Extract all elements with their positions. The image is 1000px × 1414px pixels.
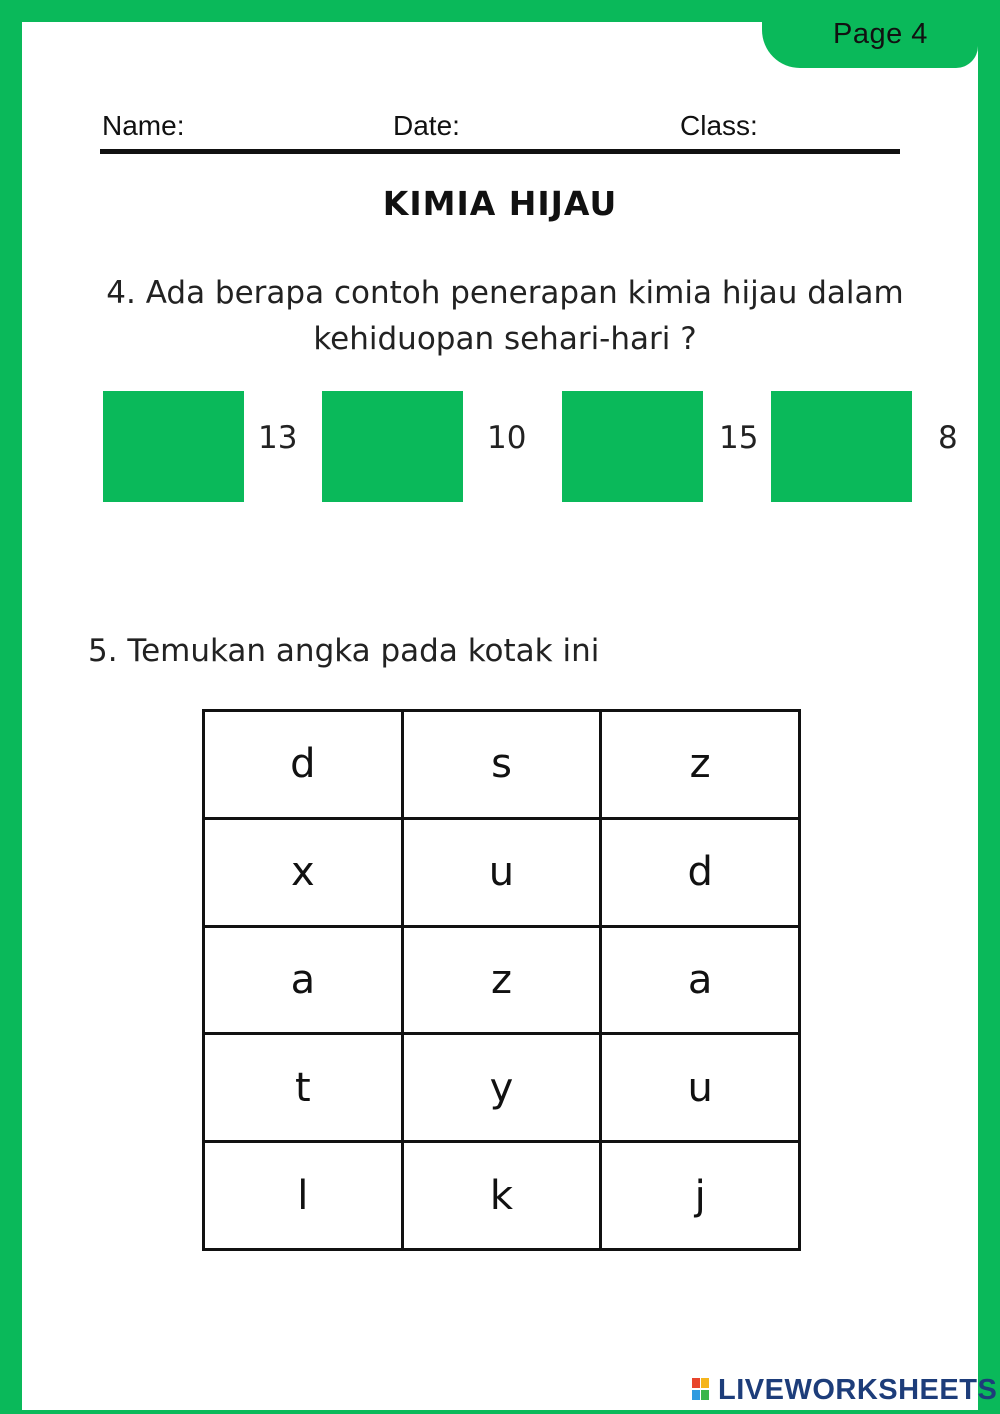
grid-cell[interactable]: z: [402, 926, 601, 1034]
answer-checkbox-4[interactable]: [771, 391, 912, 502]
answer-option-4: 8: [938, 420, 958, 456]
liveworksheets-logo-text: LIVEWORKSHEETS: [718, 1374, 998, 1406]
answer-checkbox-2[interactable]: [322, 391, 463, 502]
question-4-line-2: kehiduopan sehari-hari ?: [313, 321, 697, 357]
page-number-label: Page 4: [833, 18, 928, 50]
answer-option-2: 10: [487, 420, 527, 456]
grid-row: [204, 926, 800, 1034]
grid-cell[interactable]: u: [601, 1034, 800, 1142]
grid-row: [204, 818, 800, 926]
name-label: Name:: [102, 110, 185, 141]
grid-row: [204, 1034, 800, 1142]
grid-cell[interactable]: z: [601, 711, 800, 819]
question-4: [60, 270, 950, 362]
green-border-bottom: [0, 1410, 1000, 1414]
grid-cell[interactable]: a: [601, 926, 800, 1034]
grid-cell[interactable]: d: [204, 711, 403, 819]
question-4-line-1: 4. Ada berapa contoh penerapan kimia hijau dalam: [106, 275, 904, 311]
liveworksheets-logo-icon: [692, 1378, 714, 1402]
letter-grid: [202, 709, 801, 1251]
grid-cell[interactable]: l: [204, 1142, 403, 1250]
header-divider: [100, 149, 900, 154]
grid-cell[interactable]: s: [402, 711, 601, 819]
answer-option-1: 13: [258, 420, 298, 456]
date-label: Date:: [393, 110, 460, 141]
grid-cell[interactable]: a: [204, 926, 403, 1034]
grid-cell[interactable]: y: [402, 1034, 601, 1142]
grid-cell[interactable]: u: [402, 818, 601, 926]
class-label: Class:: [680, 110, 758, 141]
page-title: KIMIA HIJAU: [382, 184, 618, 223]
grid-cell[interactable]: d: [601, 818, 800, 926]
answer-checkbox-3[interactable]: [562, 391, 703, 502]
answer-checkbox-1[interactable]: [103, 391, 244, 502]
grid-cell[interactable]: k: [402, 1142, 601, 1250]
question-5: 5. Temukan angka pada kotak ini: [88, 633, 600, 669]
answer-option-3: 15: [719, 420, 759, 456]
grid-cell[interactable]: x: [204, 818, 403, 926]
grid-row: [204, 1142, 800, 1250]
grid-cell[interactable]: t: [204, 1034, 403, 1142]
grid-cell[interactable]: j: [601, 1142, 800, 1250]
grid-row: [204, 711, 800, 819]
